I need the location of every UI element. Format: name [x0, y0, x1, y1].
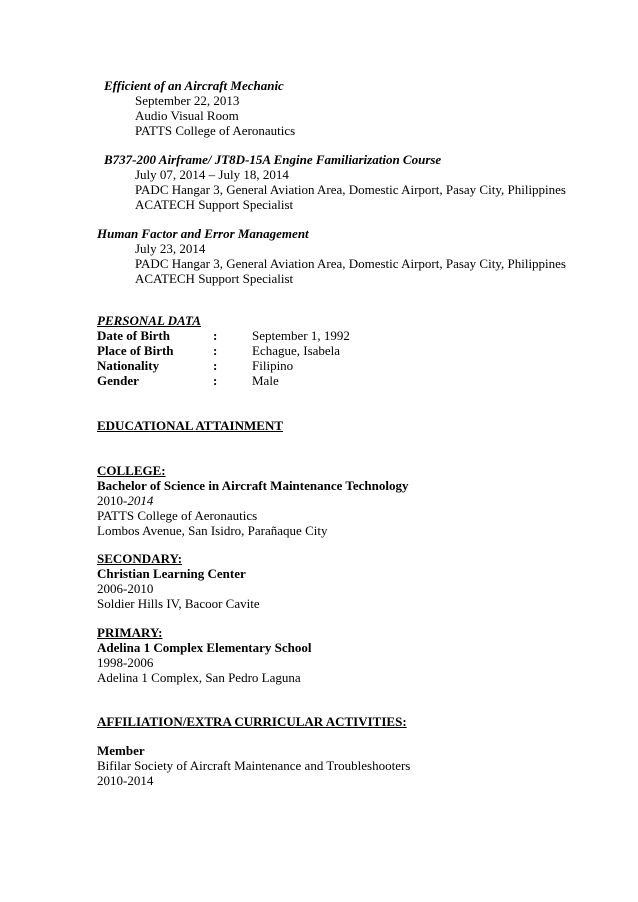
affiliation-section	[97, 743, 410, 788]
training-venue: PADC Hangar 3, General Aviation Area, Domestic Airport, Pasay City, Philippines	[135, 182, 566, 197]
training-details	[135, 167, 566, 212]
personal-data-heading: PERSONAL DATA	[97, 313, 201, 328]
college-degree: Bachelor of Science in Aircraft Maintenance Technology	[97, 478, 409, 493]
education-heading-block	[97, 418, 283, 433]
separator: :	[213, 343, 218, 358]
secondary-years: 2006-2010	[97, 581, 154, 596]
primary-address: Adelina 1 Complex, San Pedro Laguna	[97, 670, 301, 685]
separator: :	[213, 328, 218, 343]
training-entry	[104, 152, 441, 167]
pob-label: Place of Birth	[97, 343, 174, 358]
training-venue: Audio Visual Room	[135, 108, 239, 123]
college-label: COLLEGE:	[97, 463, 166, 478]
primary-years: 1998-2006	[97, 655, 154, 670]
separator: :	[213, 358, 218, 373]
training-date: September 22, 2013	[135, 93, 240, 108]
separator: :	[213, 373, 218, 388]
training-title: Human Factor and Error Management	[97, 226, 309, 241]
gender-value: Male	[252, 373, 279, 388]
secondary-label: SECONDARY:	[97, 551, 183, 566]
secondary-section	[97, 551, 260, 611]
training-organizer: ACATECH Support Specialist	[135, 271, 294, 286]
college-school: PATTS College of Aeronautics	[97, 508, 258, 523]
training-title: B737-200 Airframe/ JT8D-15A Engine Familiarization Course	[104, 152, 442, 167]
training-organizer: ACATECH Support Specialist	[135, 197, 294, 212]
college-section	[97, 463, 409, 538]
primary-section	[97, 625, 312, 685]
primary-label: PRIMARY:	[97, 625, 163, 640]
training-details	[135, 241, 566, 286]
personal-row-nationality	[97, 358, 397, 373]
dob-label: Date of Birth	[97, 328, 170, 343]
primary-school: Adelina 1 Complex Elementary School	[97, 640, 312, 655]
nationality-label: Nationality	[97, 358, 160, 373]
college-years	[97, 493, 409, 508]
secondary-school: Christian Learning Center	[97, 566, 246, 581]
college-address: Lombos Avenue, San Isidro, Parañaque City	[97, 523, 328, 538]
personal-row-dob	[97, 328, 397, 343]
training-date: July 23, 2014	[135, 241, 206, 256]
affiliation-heading: AFFILIATION/EXTRA CURRICULAR ACTIVITIES:	[97, 714, 407, 729]
education-heading: EDUCATIONAL ATTAINMENT	[97, 418, 283, 433]
secondary-address: Soldier Hills IV, Bacoor Cavite	[97, 596, 260, 611]
college-year-end: 2014	[127, 493, 154, 508]
affiliation-organization: Bifilar Society of Aircraft Maintenance and Troubleshooters	[97, 758, 411, 773]
affiliation-role: Member	[97, 743, 145, 758]
training-title: Efficient of an Aircraft Mechanic	[104, 78, 284, 93]
training-details	[135, 93, 295, 138]
dob-value: September 1, 1992	[252, 328, 350, 343]
college-year-start: 2010-	[97, 493, 128, 508]
personal-row-gender	[97, 373, 397, 388]
training-entry	[97, 226, 309, 241]
training-venue: PADC Hangar 3, General Aviation Area, Domestic Airport, Pasay City, Philippines	[135, 256, 566, 271]
personal-data-section	[97, 313, 397, 388]
affiliation-years: 2010-2014	[97, 773, 154, 788]
pob-value: Echague, Isabela	[252, 343, 341, 358]
training-organizer: PATTS College of Aeronautics	[135, 123, 296, 138]
nationality-value: Filipino	[252, 358, 294, 373]
training-date: July 07, 2014 – July 18, 2014	[135, 167, 289, 182]
affiliation-heading-block	[97, 714, 407, 729]
training-entry	[104, 78, 284, 93]
gender-label: Gender	[97, 373, 139, 388]
personal-row-pob	[97, 343, 397, 358]
